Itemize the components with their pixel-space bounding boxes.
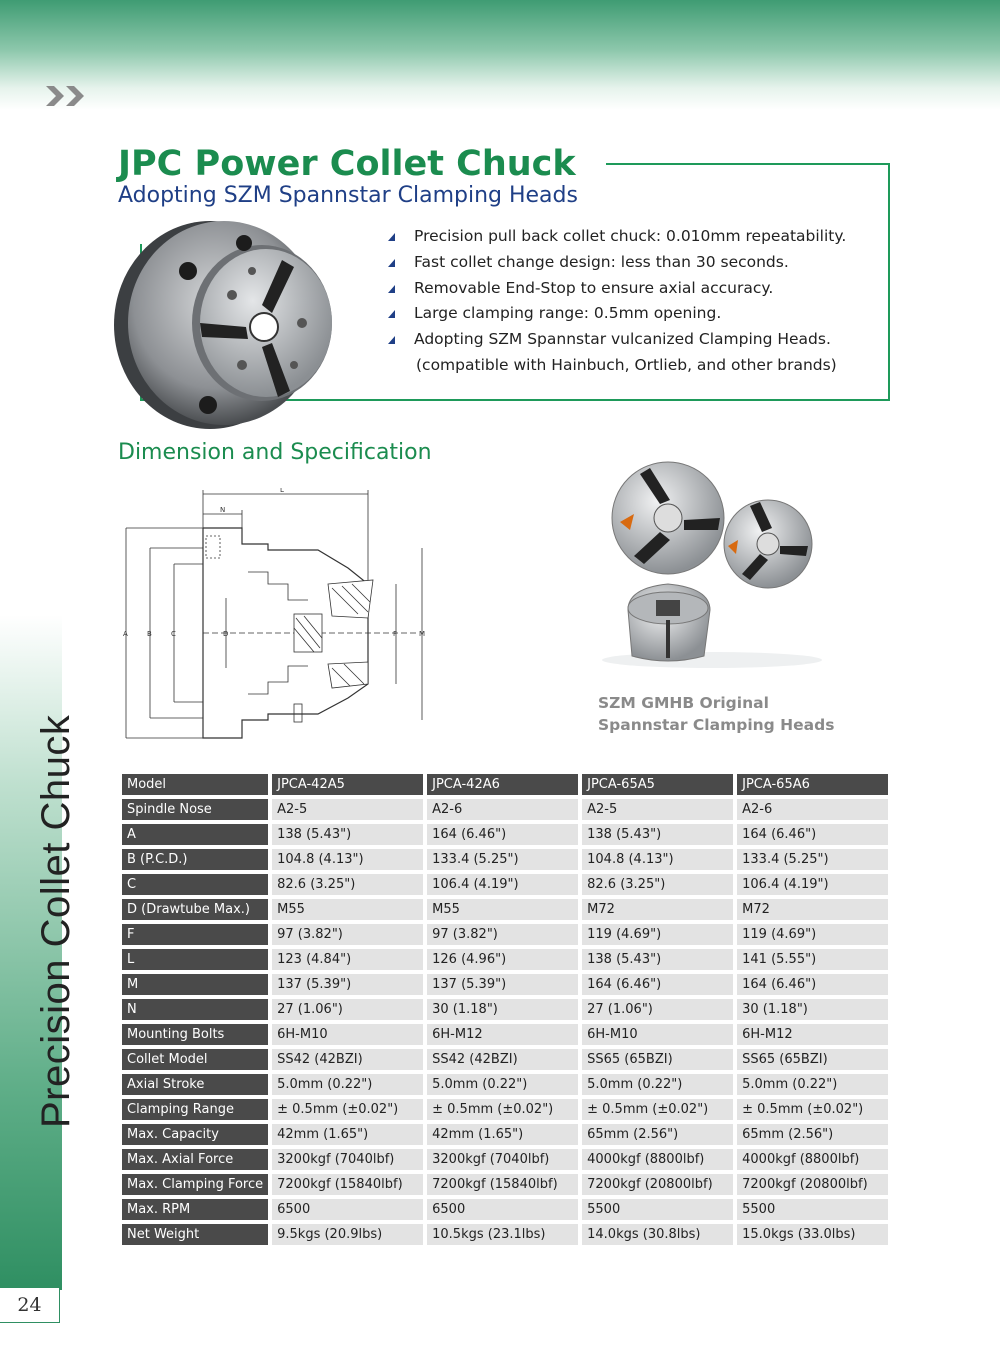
table-cell: 106.4 (4.19") bbox=[737, 874, 888, 895]
table-row bbox=[122, 1099, 888, 1120]
table-cell: 106.4 (4.19") bbox=[427, 874, 578, 895]
feature-item: Adopting SZM Spannstar vulcanized Clamping Heads. bbox=[388, 327, 846, 353]
table-cell: 5500 bbox=[582, 1199, 733, 1220]
table-cell: 164 (6.46") bbox=[737, 974, 888, 995]
row-label: L bbox=[122, 949, 268, 970]
feature-item: Removable End-Stop to ensure axial accuracy. bbox=[388, 276, 846, 302]
triangle-bullet-icon bbox=[388, 233, 395, 241]
feature-note: (compatible with Hainbuch, Ortlieb, and other brands) bbox=[416, 355, 837, 374]
row-label: Max. Clamping Force bbox=[122, 1174, 268, 1195]
table-cell: 82.6 (3.25") bbox=[582, 874, 733, 895]
row-label: Collet Model bbox=[122, 1049, 268, 1070]
table-cell: 65mm (2.56") bbox=[582, 1124, 733, 1145]
table-row bbox=[122, 1224, 888, 1245]
spec-table-body bbox=[122, 799, 888, 1245]
clamping-heads-photo bbox=[600, 460, 825, 670]
table-cell: 9.5kgs (20.9lbs) bbox=[272, 1224, 423, 1245]
table-header-cell: JPCA-65A6 bbox=[737, 774, 888, 795]
table-header-cell: JPCA-42A5 bbox=[272, 774, 423, 795]
table-cell: 15.0kgs (33.0lbs) bbox=[737, 1224, 888, 1245]
table-header-cell: JPCA-42A6 bbox=[427, 774, 578, 795]
feature-item: Large clamping range: 0.5mm opening. bbox=[388, 301, 846, 327]
table-cell: 5.0mm (0.22") bbox=[272, 1074, 423, 1095]
table-cell: 6500 bbox=[427, 1199, 578, 1220]
row-label: Clamping Range bbox=[122, 1099, 268, 1120]
table-row bbox=[122, 874, 888, 895]
table-cell: 123 (4.84") bbox=[272, 949, 423, 970]
header-gradient-band bbox=[0, 0, 1000, 110]
page-number: 24 bbox=[0, 1287, 60, 1323]
row-label: Axial Stroke bbox=[122, 1074, 268, 1095]
table-cell: 104.8 (4.13") bbox=[272, 849, 423, 870]
dim-label-m: M bbox=[419, 630, 426, 638]
table-header-row bbox=[122, 774, 888, 795]
frame-line-top bbox=[606, 163, 890, 165]
table-cell: 42mm (1.65") bbox=[272, 1124, 423, 1145]
row-label: Spindle Nose bbox=[122, 799, 268, 820]
table-cell: 137 (5.39") bbox=[272, 974, 423, 995]
page-title: JPC Power Collet Chuck bbox=[118, 144, 584, 184]
table-cell: 42mm (1.65") bbox=[427, 1124, 578, 1145]
table-cell: 3200kgf (7040lbf) bbox=[427, 1149, 578, 1170]
table-cell: 27 (1.06") bbox=[582, 999, 733, 1020]
table-row bbox=[122, 1149, 888, 1170]
row-label: N bbox=[122, 999, 268, 1020]
table-cell: 97 (3.82") bbox=[427, 924, 578, 945]
triangle-bullet-icon bbox=[388, 336, 395, 344]
table-cell: 7200kgf (15840lbf) bbox=[427, 1174, 578, 1195]
table-cell: ± 0.5mm (±0.02") bbox=[427, 1099, 578, 1120]
row-label: Max. RPM bbox=[122, 1199, 268, 1220]
table-row bbox=[122, 1049, 888, 1070]
table-row bbox=[122, 999, 888, 1020]
table-cell: 5.0mm (0.22") bbox=[737, 1074, 888, 1095]
table-row bbox=[122, 1124, 888, 1145]
table-row bbox=[122, 949, 888, 970]
table-cell: 10.5kgs (23.1lbs) bbox=[427, 1224, 578, 1245]
table-cell: 133.4 (5.25") bbox=[427, 849, 578, 870]
table-row bbox=[122, 799, 888, 820]
table-cell: 138 (5.43") bbox=[582, 824, 733, 845]
table-cell: 164 (6.46") bbox=[737, 824, 888, 845]
table-cell: 119 (4.69") bbox=[737, 924, 888, 945]
side-section-label: Precision Collet Chuck bbox=[34, 714, 78, 1128]
table-cell: 164 (6.46") bbox=[582, 974, 733, 995]
table-row bbox=[122, 824, 888, 845]
table-row bbox=[122, 974, 888, 995]
table-cell: 138 (5.43") bbox=[582, 949, 733, 970]
feature-list bbox=[388, 224, 846, 379]
table-cell: 65mm (2.56") bbox=[737, 1124, 888, 1145]
table-cell: 27 (1.06") bbox=[272, 999, 423, 1020]
table-cell: M72 bbox=[582, 899, 733, 920]
table-cell: 6H-M12 bbox=[427, 1024, 578, 1045]
dim-label-c: C bbox=[171, 630, 176, 638]
dim-label-a: A bbox=[123, 630, 128, 638]
row-label: M bbox=[122, 974, 268, 995]
table-row bbox=[122, 1024, 888, 1045]
table-cell: 5500 bbox=[737, 1199, 888, 1220]
table-cell: 30 (1.18") bbox=[427, 999, 578, 1020]
dim-label-f: F bbox=[393, 630, 398, 638]
table-cell: 4000kgf (8800lbf) bbox=[737, 1149, 888, 1170]
table-cell: 5.0mm (0.22") bbox=[582, 1074, 733, 1095]
row-label: Max. Axial Force bbox=[122, 1149, 268, 1170]
page-subtitle: Adopting SZM Spannstar Clamping Heads bbox=[118, 183, 578, 208]
table-cell: 6H-M12 bbox=[737, 1024, 888, 1045]
feature-item: Precision pull back collet chuck: 0.010mm repeatability. bbox=[388, 224, 846, 250]
heads-caption-line1: SZM GMHB Original bbox=[598, 694, 769, 712]
triangle-bullet-icon bbox=[388, 259, 395, 267]
table-cell: 6H-M10 bbox=[582, 1024, 733, 1045]
dim-label-l: L bbox=[280, 488, 284, 494]
heads-caption bbox=[598, 692, 834, 736]
collet-chuck-photo bbox=[112, 215, 342, 433]
table-cell: 14.0kgs (30.8lbs) bbox=[582, 1224, 733, 1245]
table-cell: 3200kgf (7040lbf) bbox=[272, 1149, 423, 1170]
table-row bbox=[122, 1074, 888, 1095]
row-label: F bbox=[122, 924, 268, 945]
table-row bbox=[122, 1199, 888, 1220]
row-label: C bbox=[122, 874, 268, 895]
row-label: A bbox=[122, 824, 268, 845]
row-label: D (Drawtube Max.) bbox=[122, 899, 268, 920]
table-cell: 133.4 (5.25") bbox=[737, 849, 888, 870]
table-cell: ± 0.5mm (±0.02") bbox=[272, 1099, 423, 1120]
table-row bbox=[122, 849, 888, 870]
table-cell: M55 bbox=[427, 899, 578, 920]
table-header-cell: JPCA-65A5 bbox=[582, 774, 733, 795]
table-cell: 97 (3.82") bbox=[272, 924, 423, 945]
dimension-drawing bbox=[118, 488, 436, 742]
table-cell: M55 bbox=[272, 899, 423, 920]
table-cell: 82.6 (3.25") bbox=[272, 874, 423, 895]
table-cell: 126 (4.96") bbox=[427, 949, 578, 970]
table-cell: 104.8 (4.13") bbox=[582, 849, 733, 870]
table-cell: ± 0.5mm (±0.02") bbox=[582, 1099, 733, 1120]
table-cell: A2-5 bbox=[272, 799, 423, 820]
table-cell: A2-5 bbox=[582, 799, 733, 820]
table-row bbox=[122, 924, 888, 945]
row-label: Net Weight bbox=[122, 1224, 268, 1245]
dim-label-d: D bbox=[223, 630, 229, 638]
table-cell: 164 (6.46") bbox=[427, 824, 578, 845]
table-cell: 6500 bbox=[272, 1199, 423, 1220]
row-label: B (P.C.D.) bbox=[122, 849, 268, 870]
triangle-bullet-icon bbox=[388, 285, 395, 293]
table-cell: M72 bbox=[737, 899, 888, 920]
table-row bbox=[122, 1174, 888, 1195]
table-cell: SS65 (65BZI) bbox=[582, 1049, 733, 1070]
table-cell: 119 (4.69") bbox=[582, 924, 733, 945]
spec-heading: Dimension and Specification bbox=[118, 440, 432, 465]
double-chevron-icon bbox=[44, 84, 92, 108]
table-cell: ± 0.5mm (±0.02") bbox=[737, 1099, 888, 1120]
table-cell: 7200kgf (20800lbf) bbox=[737, 1174, 888, 1195]
dim-label-n: N bbox=[220, 506, 226, 514]
heads-caption-line2: Spannstar Clamping Heads bbox=[598, 716, 835, 734]
table-cell: 138 (5.43") bbox=[272, 824, 423, 845]
table-cell: 30 (1.18") bbox=[737, 999, 888, 1020]
table-cell: A2-6 bbox=[427, 799, 578, 820]
table-cell: 141 (5.55") bbox=[737, 949, 888, 970]
table-cell: 6H-M10 bbox=[272, 1024, 423, 1045]
table-cell: A2-6 bbox=[737, 799, 888, 820]
feature-item: Fast collet change design: less than 30 seconds. bbox=[388, 250, 846, 276]
table-cell: SS42 (42BZI) bbox=[272, 1049, 423, 1070]
row-label: Max. Capacity bbox=[122, 1124, 268, 1145]
table-header-cell: Model bbox=[122, 774, 268, 795]
table-cell: SS65 (65BZI) bbox=[737, 1049, 888, 1070]
row-label: Mounting Bolts bbox=[122, 1024, 268, 1045]
table-cell: 4000kgf (8800lbf) bbox=[582, 1149, 733, 1170]
dim-label-b: B bbox=[147, 630, 152, 638]
frame-line-right bbox=[888, 163, 890, 401]
table-row bbox=[122, 899, 888, 920]
table-cell: 137 (5.39") bbox=[427, 974, 578, 995]
table-cell: SS42 (42BZI) bbox=[427, 1049, 578, 1070]
triangle-bullet-icon bbox=[388, 310, 395, 318]
table-cell: 7200kgf (15840lbf) bbox=[272, 1174, 423, 1195]
table-cell: 5.0mm (0.22") bbox=[427, 1074, 578, 1095]
spec-table bbox=[118, 770, 892, 1249]
table-cell: 7200kgf (20800lbf) bbox=[582, 1174, 733, 1195]
